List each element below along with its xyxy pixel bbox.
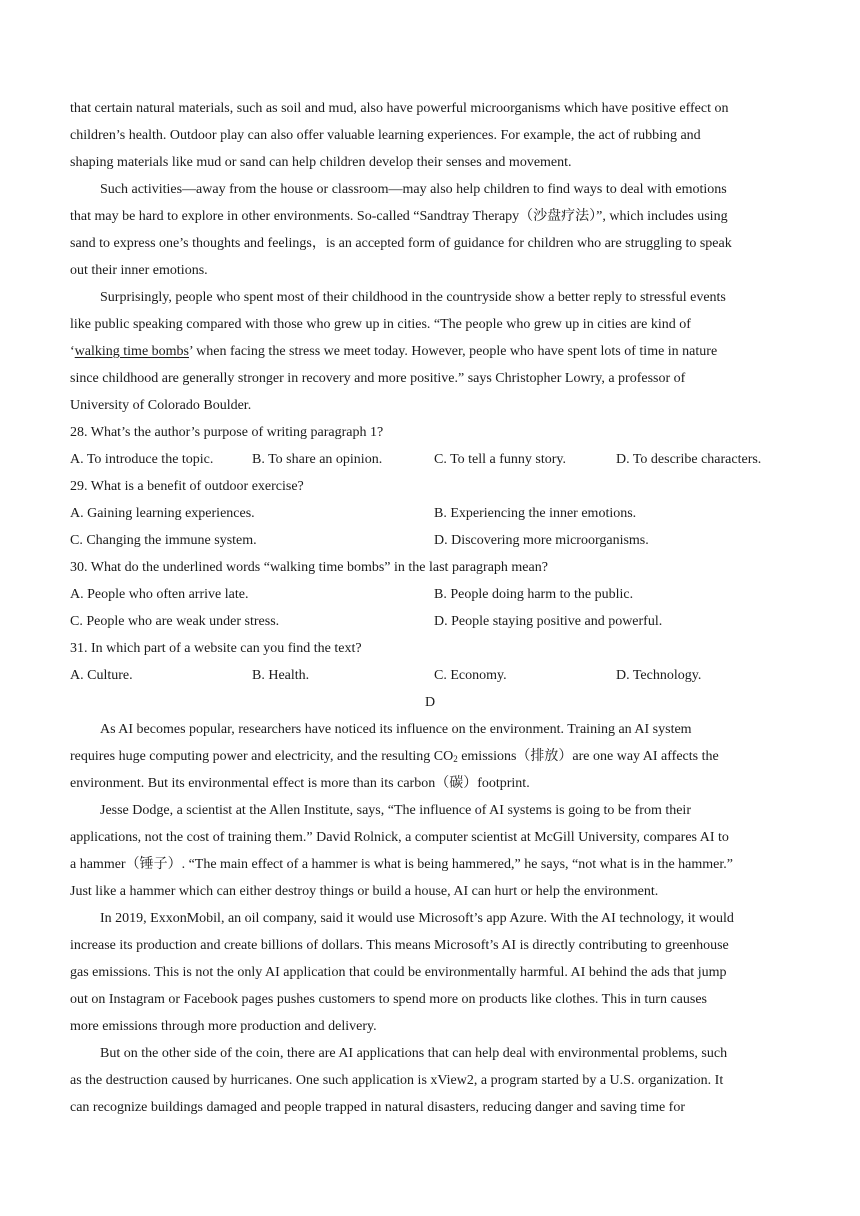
answer-options (70, 662, 790, 689)
passage-c-paragraph-1 (70, 95, 790, 176)
text-line: as the destruction caused by hurricanes. One such application is xView2, a program started by a U.S. organization. It (70, 1073, 724, 1088)
text-line: Jesse Dodge, a scientist at the Allen Institute, says, “The influence of AI systems is going to be from their (100, 803, 691, 818)
question-stem: 30. What do the underlined words “walking time bombs” in the last paragraph mean? (70, 560, 548, 575)
document-page (70, 95, 790, 1121)
text-line: like public speaking compared with those who grew up in cities. “The people who grew up in cities are kind of (70, 317, 691, 332)
question-28 (70, 419, 790, 473)
text-line: Just like a hammer which can either destroy things or build a house, AI can hurt or help the environment. (70, 884, 659, 899)
question-31 (70, 635, 790, 689)
option-c: C. People who are weak under stress. (70, 614, 280, 629)
option-a: A. People who often arrive late. (70, 587, 249, 602)
passage-c-paragraph-3 (70, 284, 790, 419)
subscript: 2 (453, 754, 458, 764)
option-a: A. Culture. (70, 668, 133, 683)
text-line: out on Instagram or Facebook pages pushes customers to spend more on products like clothes. This in turn causes (70, 992, 708, 1007)
text-fragment: emissions（排放）are one way AI affects the (457, 749, 719, 764)
passage-d-paragraph-2 (70, 797, 790, 905)
option-d: D. Technology. (616, 668, 702, 683)
answer-options (70, 608, 790, 635)
text-line: can recognize buildings damaged and people trapped in natural disasters, reducing danger and saving time for (70, 1100, 686, 1115)
text-line: Such activities—away from the house or classroom—may also help children to find ways to deal with emotions (100, 182, 727, 197)
question-stem: 28. What’s the author’s purpose of writing paragraph 1? (70, 425, 384, 440)
text-line: more emissions through more production and delivery. (70, 1019, 377, 1034)
text-line: But on the other side of the coin, there are AI applications that can help deal with environmental problems, such (100, 1046, 728, 1061)
text-line: environment. But its environmental effect is more than its carbon（碳）footprint. (70, 776, 530, 791)
option-b: B. To share an opinion. (252, 452, 383, 467)
text-line: that certain natural materials, such as soil and mud, also have powerful microorganisms which have positive effect on (70, 101, 729, 116)
option-a: A. Gaining learning experiences. (70, 506, 255, 521)
option-c: C. Changing the immune system. (70, 533, 257, 548)
answer-options (70, 500, 790, 527)
text-line (70, 338, 790, 365)
option-b: B. Health. (252, 668, 310, 683)
text-line: out their inner emotions. (70, 263, 208, 278)
text-line: Surprisingly, people who spent most of their childhood in the countryside show a better reply to stressful events (100, 290, 726, 305)
question-stem: 29. What is a benefit of outdoor exercise? (70, 479, 304, 494)
text-fragment: requires huge computing power and electricity, and the resulting CO (70, 749, 454, 764)
option-d: D. To describe characters. (616, 452, 762, 467)
answer-options (70, 581, 790, 608)
answer-options (70, 446, 790, 473)
text-line: As AI becomes popular, researchers have noticed its influence on the environment. Training an AI system (100, 722, 692, 737)
answer-options (70, 527, 790, 554)
section-heading: D (424, 695, 436, 710)
question-30 (70, 554, 790, 635)
text-line: shaping materials like mud or sand can help children develop their senses and movement. (70, 155, 572, 170)
text-line: gas emissions. This is not the only AI application that could be environmentally harmful. AI behind the ads that jump (70, 965, 727, 980)
text-line: since childhood are generally stronger in recovery and more positive.” says Christopher Lowry, a professor of (70, 371, 686, 386)
text-line: applications, not the cost of training them.” David Rolnick, a computer scientist at McGill University, compares AI to (70, 830, 729, 845)
passage-c-paragraph-2 (70, 176, 790, 284)
text-line: University of Colorado Boulder. (70, 398, 252, 413)
question-29 (70, 473, 790, 554)
text-line: sand to express one’s thoughts and feelings，is an accepted form of guidance for children who are struggling to speak (70, 236, 732, 251)
question-stem: 31. In which part of a website can you find the text? (70, 641, 362, 656)
quote-mark: ‘ (70, 344, 75, 359)
text-line (70, 743, 790, 770)
passage-d-paragraph-3 (70, 905, 790, 1040)
option-d: D. People staying positive and powerful. (434, 614, 663, 629)
option-c: C. Economy. (434, 668, 507, 683)
option-d: D. Discovering more microorganisms. (434, 533, 649, 548)
passage-d-paragraph-1 (70, 716, 790, 797)
option-b: B. People doing harm to the public. (434, 587, 634, 602)
option-b: B. Experiencing the inner emotions. (434, 506, 637, 521)
text-line: increase its production and create billions of dollars. This means Microsoft’s AI is directly contributing to greenhouse (70, 938, 729, 953)
passage-d-paragraph-4 (70, 1040, 790, 1121)
underlined-phrase: walking time bombs (74, 344, 189, 359)
option-a: A. To introduce the topic. (70, 452, 214, 467)
text-line: a hammer（锤子）. “The main effect of a hammer is what is being hammered,” he says, “not what is in the hammer.” (70, 857, 733, 872)
text-line: that may be hard to explore in other environments. So-called “Sandtray Therapy（沙盘疗法）”, which includes using (70, 209, 728, 224)
text-fragment: ’ when facing the stress we meet today. However, people who have spent lots of time in nature (189, 344, 718, 359)
option-c: C. To tell a funny story. (434, 452, 567, 467)
text-line: In 2019, ExxonMobil, an oil company, said it would use Microsoft’s app Azure. With the AI technology, it would (100, 911, 734, 926)
text-line: children’s health. Outdoor play can also offer valuable learning experiences. For example, the act of rubbing and (70, 128, 701, 143)
